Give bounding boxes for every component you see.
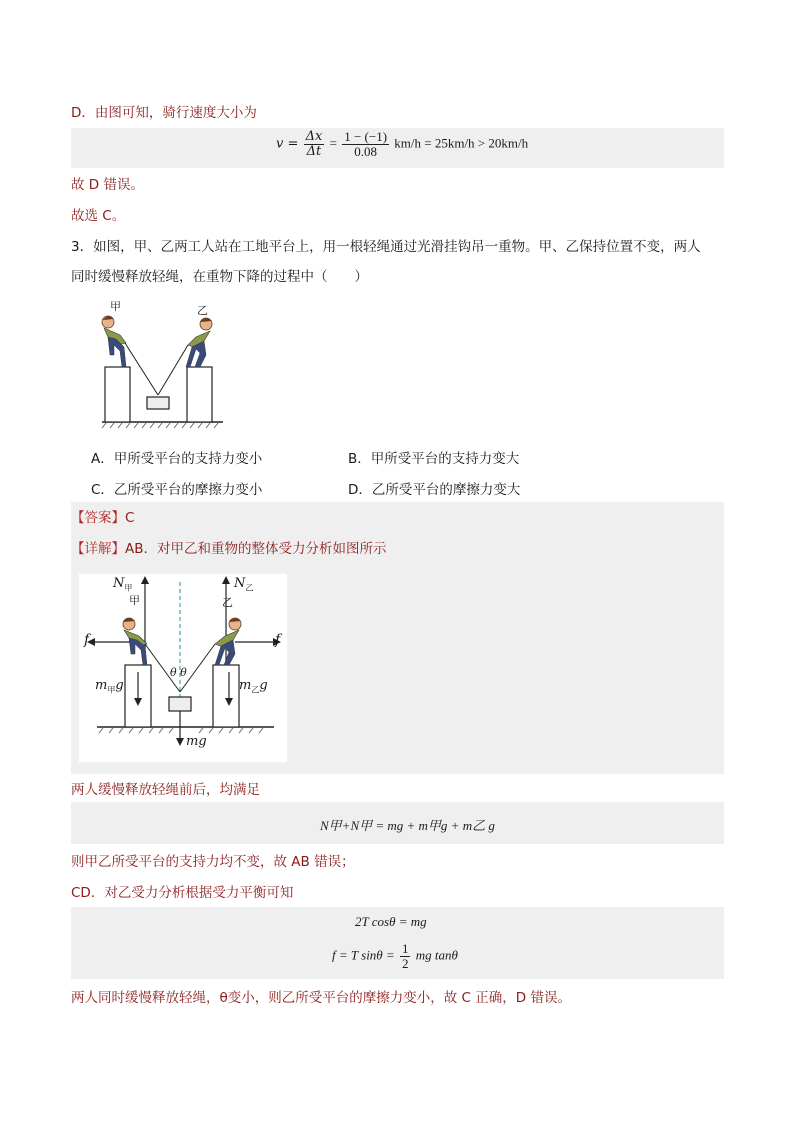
- detail-line: [71, 540, 387, 558]
- final-conclusion: 两人同时缓慢释放轻绳，θ变小，则乙所受平台的摩擦力变小，故 C 正确，D 错误。: [71, 990, 571, 1006]
- label-mg: mg: [186, 734, 207, 749]
- label-m-yi-g: $m_乙g$: [239, 678, 268, 695]
- option-a: A．甲所受平台的支持力变小: [91, 451, 263, 467]
- label-m-jia-g: $m_甲g$: [95, 678, 124, 695]
- equation-tension: 2T cosθ = mg: [355, 914, 427, 929]
- fraction-denominator: 0.08: [354, 144, 377, 159]
- friction-lhs: f = T sinθ =: [332, 947, 395, 963]
- label-n-yi: $N_乙$: [234, 576, 254, 593]
- choose-c: 故选 C。: [71, 208, 126, 224]
- question-3-figure: [100, 295, 225, 430]
- label-f-right: f: [275, 632, 281, 648]
- half-den: 2: [401, 956, 409, 971]
- fraction-dx-dt: [304, 130, 325, 159]
- detail-tag: 【详解】: [71, 541, 125, 557]
- figure1-label-yi: 乙: [197, 304, 208, 317]
- velocity-lhs: v =: [276, 136, 299, 152]
- question-3-stem-line2: 同时缓慢释放轻绳，在重物下降的过程中（ ）: [71, 269, 368, 285]
- fraction-dt: Δt: [306, 144, 322, 159]
- friction-rhs: mg tanθ: [415, 947, 458, 963]
- answer-line: [71, 509, 134, 527]
- both-satisfy-text: 两人缓慢释放轻绳前后，均满足: [71, 782, 260, 798]
- answer-tag: 【答案】: [71, 510, 125, 526]
- option-c: C．乙所受平台的摩擦力变小: [91, 482, 263, 498]
- option-d: D．乙所受平台的摩擦力变大: [348, 482, 521, 498]
- fraction-half: [400, 942, 411, 971]
- fraction-value: [342, 130, 389, 159]
- label-theta: θ θ: [170, 666, 187, 679]
- cd-analysis: CD．对乙受力分析根据受力平衡可知: [71, 885, 294, 901]
- option-b: B．甲所受平台的支持力变大: [348, 451, 520, 467]
- half-num: 1: [401, 941, 409, 956]
- label-yi: 乙: [222, 596, 233, 609]
- label-n-jia: $N_甲$: [113, 576, 133, 593]
- fraction-dx: Δx: [305, 129, 323, 144]
- detail-ab: AB．对甲乙和重物的整体受力分析如图所示: [125, 541, 387, 557]
- answer-value: C: [125, 510, 135, 526]
- label-jia: 甲: [129, 594, 140, 607]
- force-diagram: [79, 574, 287, 762]
- part-d-conclusion: 故 D 错误。: [71, 177, 144, 193]
- figure1-label-jia: 甲: [110, 300, 121, 313]
- velocity-rhs: km/h = 25km/h > 20km/h: [394, 135, 529, 151]
- conclusion-ab: 则甲乙所受平台的支持力均不变，故 AB 错误；: [71, 854, 355, 870]
- question-3-stem-line1: 3．如图，甲、乙两工人站在工地平台上，用一根轻绳通过光滑挂钩吊一重物。甲、乙保持位置不变，两人: [71, 239, 701, 255]
- equation-normal-force: N甲+N甲 = mg + m甲g + m乙 g: [320, 818, 495, 833]
- velocity-formula: v = $\frac{\Delta x}{\Delta t}$ = $\frac{1 - (-1)}{0.08}$ km/h = 25km/h > 20km/h: [276, 129, 529, 159]
- fraction-numerator: 1 − (−1): [344, 129, 388, 144]
- equation-friction: [332, 942, 458, 971]
- label-f-left: f: [84, 632, 90, 648]
- part-d-intro: D．由图可知，骑行速度大小为: [71, 105, 257, 121]
